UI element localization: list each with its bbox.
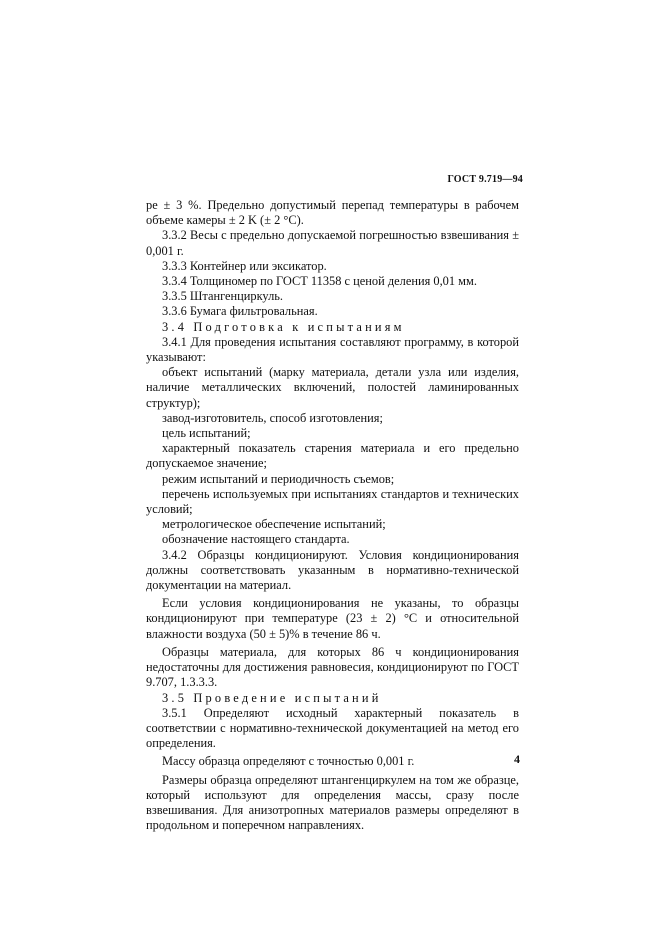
list-item: обозначение настоящего стандарта. (162, 532, 350, 547)
paragraph: Массу образца определяют с точностью 0,001 г. (162, 754, 415, 769)
paragraph: 3.3.3 Контейнер или эксикатор. (162, 258, 327, 273)
list-item: объект испытаний (марку материала, детали узла или изделия, наличие металлических включений, полостей ламинированных структур); (146, 365, 519, 410)
paragraph: 3.4.2 Образцы кондиционируют. Условия кондиционирования должны соответствовать указанным в нормативно-технической документации на материал. (146, 547, 519, 593)
paragraph: ре ± 3 %. Предельно допустимый перепад температуры в рабочем объеме камеры ± 2 K (± 2 °C). (146, 198, 519, 228)
list-item: метрологическое обеспечение испытаний; (162, 517, 386, 532)
paragraph: 3.3.2 Весы с предельно допускаемой погрешностью взвешивания ± 0,001 г. (146, 228, 519, 258)
paragraph: 3.5.1 Определяют исходный характерный показатель в соответствии с нормативно-технической документацией на метод его определения. (146, 705, 519, 751)
paragraph: 3.3.5 Штангенциркуль. (162, 289, 284, 304)
paragraph: 3.3.4 Толщиномер по ГОСТ 11358 с ценой деления 0,01 мм. (162, 274, 477, 289)
section-heading (146, 320, 519, 335)
paragraph: Размеры образца определяют штангенциркулем на том же образце, который используют для определения массы, сразу после взвешивания. Для анизотропных материалов размеры определяют в продольном и поперечном направлениях. (146, 772, 519, 833)
paragraph: Образцы материала, для которых 86 ч кондиционирования недостаточны для достижения равновесия, кондиционируют по ГОСТ 9.707, 1.3.3.3. (146, 644, 519, 690)
page-number: 4 (514, 752, 520, 766)
list-item: характерный показатель старения материала и его предельно допускаемое значение; (146, 441, 519, 471)
paragraph: 3.4.1 Для проведения испытания составляют программу, в которой указывают: (146, 334, 519, 365)
section-heading-text: 3.5 Проведение испытаний (162, 690, 382, 705)
list-item: перечень используемых при испытаниях стандартов и технических условий; (146, 486, 519, 517)
paragraph: 3.3.6 Бумага фильтровальная. (162, 304, 318, 319)
section-heading (146, 691, 519, 706)
section-heading-text: 3.4 Подготовка к испытаниям (162, 319, 405, 334)
paragraph: Если условия кондиционирования не указаны, то образцы кондиционируют при температуре (23 ± 2) °С и относительной влажности воздуха (50 ± 5)% в течение 86 ч. (146, 596, 519, 641)
list-item: завод-изготовитель, способ изготовления; (162, 410, 383, 425)
list-item: цель испытаний; (162, 426, 251, 441)
list-item: режим испытаний и периодичность съемов; (162, 471, 395, 486)
standard-code-header: ГОСТ 9.719—94 (447, 174, 523, 185)
document-body (146, 198, 519, 833)
